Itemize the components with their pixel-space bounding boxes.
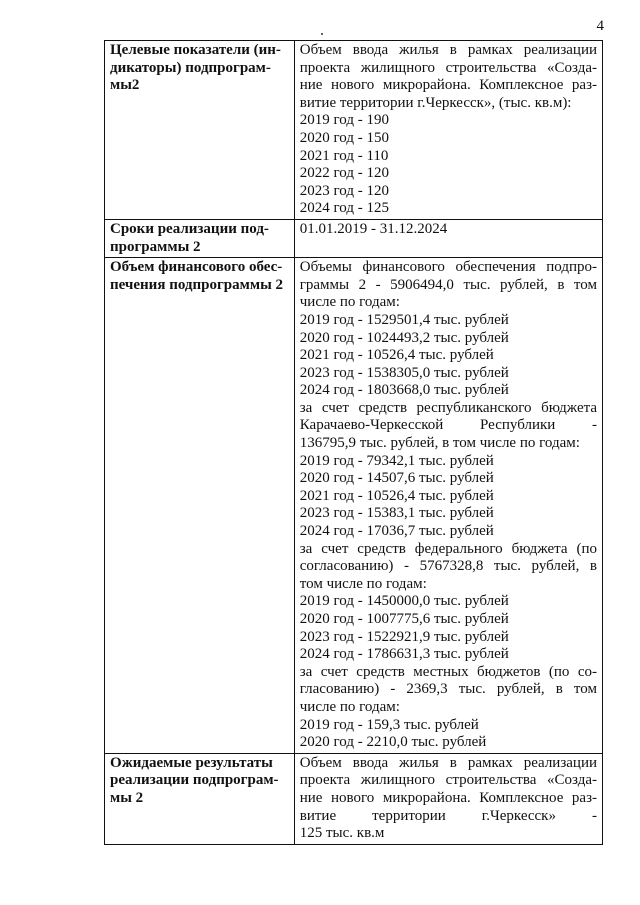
financing-volume-row	[105, 258, 603, 754]
year-value-line: 2024 год - 1803668,0 тыс. рублей	[299, 382, 509, 399]
year-value-line: 2020 год - 14507,6 тыс. рублей	[299, 470, 494, 487]
value-line: за счет средств местных бюджетов (по со-	[299, 663, 597, 680]
year-value-line: 2021 год - 10526,4 тыс. рублей	[299, 347, 494, 364]
value-line: ние нового микрорайона. Комплексное раз-	[299, 77, 597, 94]
year-value-line: 2020 год - 1024493,2 тыс. рублей	[299, 329, 509, 346]
value-line: 125 тыс. кв.м	[299, 825, 385, 842]
value-line: 136795,9 тыс. рублей, в том числе по годам:	[299, 435, 580, 452]
target-indicators-row	[105, 41, 603, 220]
row-label-cell	[105, 219, 295, 257]
label-line: мы 2	[110, 789, 144, 806]
label-line: Сроки реализации под-	[110, 220, 269, 237]
value-line: проекта жилищного строительства «Созда-	[299, 772, 597, 789]
value-line: Объем ввода жилья в рамках реализации	[299, 754, 597, 771]
table-body	[105, 41, 603, 845]
value-line: 01.01.2019 - 31.12.2024	[299, 220, 448, 237]
label-line: программы 2	[110, 238, 201, 255]
value-line: витие территории г.Черкесск», (тыс. кв.м):	[299, 94, 572, 111]
year-value-line: 2019 год - 1529501,4 тыс. рублей	[299, 311, 509, 328]
value-line: гласованию) - 2369,3 тыс. рублей, в том	[299, 681, 597, 698]
row-label-cell	[105, 258, 295, 754]
value-line: Карачаево-Черкесской Республики -	[299, 417, 597, 434]
year-value-line: 2021 год - 10526,4 тыс. рублей	[299, 487, 494, 504]
year-value-line: 2023 год - 1538305,0 тыс. рублей	[299, 364, 509, 381]
year-value-line: 2019 год - 1450000,0 тыс. рублей	[299, 593, 509, 610]
value-line: Объем ввода жилья в рамках реализации	[299, 42, 597, 58]
implementation-period-row	[105, 219, 603, 257]
value-line: Объемы финансового обеспечения подпро-	[299, 259, 597, 276]
row-value-cell	[294, 219, 602, 257]
value-line: числе по годам:	[299, 698, 400, 715]
label-line: печения подпрограммы 2	[110, 276, 284, 293]
year-value-line: 2020 год - 1007775,6 тыс. рублей	[299, 611, 509, 627]
label-line: мы2	[110, 77, 140, 94]
year-value-line: 2020 год - 150	[299, 129, 389, 146]
row-value-cell	[294, 258, 602, 754]
subprogram-passport-table	[104, 40, 603, 845]
year-value-line: 2023 год - 120	[299, 182, 389, 199]
label-line: реализации подпрограм-	[110, 772, 279, 789]
year-value-line: 2023 год - 15383,1 тыс. рублей	[299, 505, 494, 522]
row-value-cell	[294, 753, 602, 844]
year-value-line: 2022 год - 120	[299, 165, 389, 182]
row-label-cell	[105, 753, 295, 844]
page-number: 4	[596, 18, 604, 34]
value-line: согласованию) - 5767328,8 тыс. рублей, в	[299, 558, 597, 575]
scan-dot	[321, 33, 323, 35]
year-value-line: 2019 год - 79342,1 тыс. рублей	[299, 452, 494, 469]
year-value-line: 2024 год - 125	[299, 200, 389, 217]
year-value-line: 2024 год - 1786631,3 тыс. рублей	[299, 646, 509, 663]
value-line: витие территории г.Черкесск» -	[299, 807, 597, 824]
value-line: проекта жилищного строительства «Созда-	[299, 59, 597, 76]
value-line: граммы 2 - 5906494,0 тыс. рублей, в том	[299, 276, 597, 293]
row-label-cell	[105, 41, 295, 220]
value-line: за счет средств республиканского бюджета	[299, 399, 597, 416]
year-value-line: 2023 год - 1522921,9 тыс. рублей	[299, 628, 509, 645]
year-value-line: 2020 год - 2210,0 тыс. рублей	[299, 734, 487, 751]
expected-results-row	[105, 753, 603, 844]
label-line: дикаторы) подпрограм-	[110, 59, 271, 76]
row-value-cell	[294, 41, 602, 220]
label-line: Ожидаемые результаты	[110, 754, 273, 771]
year-value-line: 2021 год - 110	[299, 147, 389, 164]
value-line: ние нового микрорайона. Комплексное раз-	[299, 789, 597, 806]
year-value-line: 2019 год - 190	[299, 112, 389, 129]
label-line: Объем финансового обес-	[110, 259, 283, 276]
value-line: числе по годам:	[299, 294, 400, 311]
year-value-line: 2019 год - 159,3 тыс. рублей	[299, 716, 479, 733]
value-line: том числе по годам:	[299, 575, 427, 592]
year-value-line: 2024 год - 17036,7 тыс. рублей	[299, 523, 494, 540]
label-line: Целевые показатели (ин-	[110, 42, 281, 58]
value-line: за счет средств федерального бюджета (по	[299, 540, 597, 557]
